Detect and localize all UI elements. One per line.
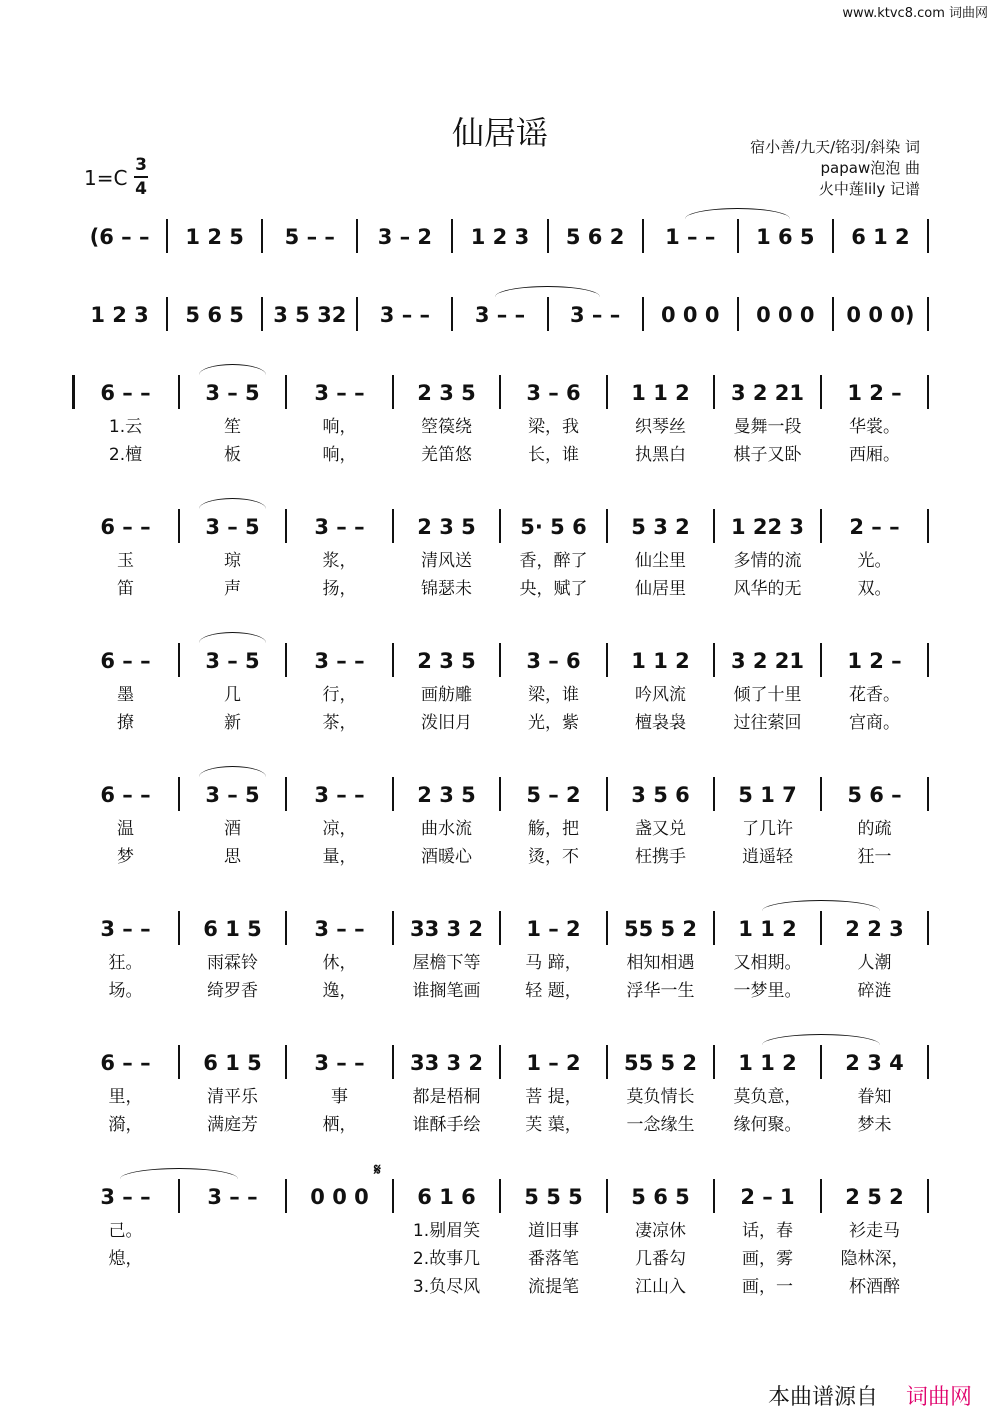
- measure: 2 3 5: [417, 783, 476, 807]
- tie-slur: [762, 1034, 880, 1045]
- lyric-segment: 笙: [224, 417, 241, 437]
- lyric-segment: 光，紫: [528, 713, 579, 733]
- measure: 1 2 5: [185, 225, 244, 249]
- footer-brand-link[interactable]: 词曲网: [906, 1385, 973, 1410]
- measure: 5 – 2: [526, 783, 581, 807]
- time-numerator: 3: [134, 154, 148, 178]
- site-url[interactable]: www.ktvc8.com 词曲网: [842, 6, 988, 21]
- measure: 3 – 5: [205, 515, 260, 539]
- measure: 5 6 2: [565, 225, 625, 249]
- measure: 5 6 5: [185, 303, 244, 327]
- lyric-segment: 温: [117, 819, 134, 839]
- measure: 6 – –: [100, 381, 151, 405]
- tie-slur: [199, 498, 266, 509]
- lyric-segment: 浮华一生: [626, 981, 695, 1001]
- lyric-segment: 檀袅袅: [635, 713, 686, 733]
- music-system: [72, 1182, 928, 1212]
- measure: 33 3 2: [409, 917, 484, 941]
- music-system: [72, 914, 928, 944]
- lyric-segment: 枉携手: [635, 847, 686, 867]
- lyric-segment: 隐林深，: [840, 1249, 909, 1269]
- measure: 1 1 2: [631, 649, 690, 673]
- lyric-segment: 画，一: [742, 1277, 793, 1297]
- lyric-line: [72, 952, 928, 974]
- music-system: [72, 222, 928, 252]
- lyricist-credit: 宿小善/九天/铭羽/斜染 词: [750, 138, 920, 156]
- lyric-segment: 几: [224, 685, 241, 705]
- lyric-segment: 宫商。: [849, 713, 900, 733]
- lyric-segment: 3.负尽风: [412, 1277, 481, 1297]
- measure: 1 – –: [665, 225, 716, 249]
- time-signature: [134, 154, 148, 200]
- music-system: [72, 646, 928, 676]
- lyric-segment: 逍遥轻: [742, 847, 793, 867]
- lyric-segment: 马 蹄，: [525, 953, 582, 973]
- lyric-segment: 花香。: [849, 685, 900, 705]
- measure: 3 – –: [314, 381, 365, 405]
- lyric-line: [72, 846, 928, 868]
- lyric-segment: 绮罗香: [207, 981, 258, 1001]
- lyric-segment: 曲水流: [421, 819, 472, 839]
- measure: 2 – 1: [740, 1185, 795, 1209]
- measure: 3 – –: [314, 1051, 365, 1075]
- measure: 1 6 5: [756, 225, 815, 249]
- lyric-segment: 莫负情长: [626, 1087, 695, 1107]
- lyric-segment: 觞，把: [528, 819, 579, 839]
- lyric-segment: 琼: [224, 551, 241, 571]
- lyric-segment: 几番勾: [635, 1249, 686, 1269]
- lyric-segment: 箜篌绕: [421, 417, 472, 437]
- lyric-segment: 多情的流: [733, 551, 802, 571]
- music-system: [72, 378, 928, 408]
- measure: 0 0 0: [756, 303, 815, 327]
- measure: 2 5 2: [845, 1185, 904, 1209]
- measure: 3 – –: [314, 783, 365, 807]
- lyric-segment: 雨霖铃: [207, 953, 258, 973]
- lyric-segment: 双。: [857, 579, 892, 599]
- lyric-segment: 执黑白: [635, 445, 686, 465]
- measure: 6 – –: [100, 649, 151, 673]
- lyric-line: [72, 444, 928, 466]
- lyric-segment: 缘何聚。: [733, 1115, 802, 1135]
- measure: 1 1 2: [631, 381, 690, 405]
- lyric-segment: 浆，: [322, 551, 357, 571]
- lyric-segment: 香，醉了: [519, 551, 588, 571]
- lyric-line: [72, 980, 928, 1002]
- lyric-segment: 清风送: [421, 551, 472, 571]
- lyric-segment: 轻 题，: [525, 981, 582, 1001]
- measure: 55 5 2: [623, 917, 698, 941]
- measure: 1 – 2: [526, 917, 581, 941]
- lyric-segment: 量，: [322, 847, 357, 867]
- lyric-segment: 了几许: [742, 819, 793, 839]
- lyric-segment: 都是梧桐: [412, 1087, 481, 1107]
- lyric-segment: 1.剔眉笑: [412, 1221, 481, 1241]
- lyric-segment: 羌笛悠: [421, 445, 472, 465]
- lyric-segment: 泼旧月: [421, 713, 472, 733]
- footer-source-text: 本曲谱源自: [768, 1385, 879, 1410]
- lyric-segment: 茶，: [322, 713, 357, 733]
- lyric-segment: 锦瑟未: [421, 579, 472, 599]
- lyric-segment: 2.檀: [108, 445, 143, 465]
- lyric-segment: 漪，: [108, 1115, 143, 1135]
- measure: 5 1 7: [738, 783, 797, 807]
- measure: 1 2 3: [90, 303, 149, 327]
- measure: 1 22 3: [730, 515, 805, 539]
- measure: 3 – 5: [205, 783, 260, 807]
- lyric-segment: 梦未: [857, 1115, 892, 1135]
- measure: 1 2 –: [847, 381, 902, 405]
- measure: 1 – 2: [526, 1051, 581, 1075]
- lyric-segment: 满庭芳: [207, 1115, 258, 1135]
- lyric-segment: 光。: [857, 551, 892, 571]
- measure: 0 0 0: [310, 1185, 369, 1209]
- key-signature: 1=C: [84, 166, 128, 190]
- lyric-line: [72, 1276, 928, 1298]
- barline: [927, 297, 929, 331]
- lyric-segment: 响，: [322, 445, 357, 465]
- lyric-segment: 衫走马: [849, 1221, 900, 1241]
- lyric-segment: 1.云: [108, 417, 143, 437]
- lyric-segment: 谁酥手绘: [412, 1115, 481, 1135]
- segno-sign: 𝄋: [374, 1160, 381, 1179]
- lyric-segment: 风华的无: [733, 579, 802, 599]
- lyric-segment: 画，雾: [742, 1249, 793, 1269]
- lyric-segment: 央，赋了: [519, 579, 588, 599]
- lyric-line: [72, 578, 928, 600]
- lyric-segment: 酒: [224, 819, 241, 839]
- measure: 1 1 2: [738, 917, 797, 941]
- time-denominator: 4: [135, 179, 147, 199]
- barline: [927, 643, 929, 677]
- barline: [927, 375, 929, 409]
- measure: 5· 5 6: [520, 515, 587, 539]
- measure: 2 3 5: [417, 649, 476, 673]
- lyric-segment: 狂一: [857, 847, 892, 867]
- measure: 3 – 5: [205, 649, 260, 673]
- lyric-segment: 狂。: [108, 953, 143, 973]
- composer-credit: papaw泡泡 曲: [820, 159, 920, 177]
- lyric-segment: 眷知: [857, 1087, 892, 1107]
- measure: 3 – 2: [377, 225, 433, 249]
- lyric-line: [72, 416, 928, 438]
- tie-slur: [199, 364, 266, 375]
- measure: 3 – 6: [526, 649, 581, 673]
- lyric-segment: 场。: [108, 981, 143, 1001]
- measure: 6 1 5: [203, 917, 262, 941]
- lyric-segment: 声: [224, 579, 241, 599]
- lyric-segment: 新: [224, 713, 241, 733]
- barline: [927, 777, 929, 811]
- lyric-line: [72, 1220, 928, 1242]
- measure: 2 3 5: [417, 515, 476, 539]
- lyric-segment: 莫负意，: [733, 1087, 802, 1107]
- measure: 3 5 32: [273, 303, 347, 327]
- tie-slur: [495, 286, 600, 297]
- measure: 6 1 5: [203, 1051, 262, 1075]
- measure: 2 – –: [849, 515, 900, 539]
- measure: 5 6 5: [631, 1185, 690, 1209]
- lyric-line: [72, 684, 928, 706]
- measure: 1 2 3: [470, 225, 530, 249]
- barline: [927, 509, 929, 543]
- lyric-segment: 响，: [322, 417, 357, 437]
- lyric-line: [72, 818, 928, 840]
- lyric-segment: 织琴丝: [635, 417, 686, 437]
- barline: [927, 1179, 929, 1213]
- lyric-segment: 西厢。: [849, 445, 900, 465]
- music-system: [72, 512, 928, 542]
- lyric-segment: 一念缘生: [626, 1115, 695, 1135]
- measure: 3 5 6: [631, 783, 690, 807]
- lyric-segment: 倾了十里: [733, 685, 802, 705]
- lyric-segment: 画舫雕: [421, 685, 472, 705]
- lyric-segment: 屋檐下等: [412, 953, 481, 973]
- lyric-segment: 己。: [108, 1221, 143, 1241]
- measure: 5 6 –: [847, 783, 902, 807]
- measure: 5 5 5: [524, 1185, 583, 1209]
- lyric-segment: 人潮: [857, 953, 892, 973]
- lyric-segment: 笛: [117, 579, 134, 599]
- lyric-segment: 逸，: [322, 981, 357, 1001]
- lyric-line: [72, 1114, 928, 1136]
- measure: 3 – –: [314, 515, 365, 539]
- lyric-segment: 相知相遇: [626, 953, 695, 973]
- barline: [927, 911, 929, 945]
- lyric-segment: 撩: [117, 713, 134, 733]
- measure: 2 3 5: [417, 381, 476, 405]
- lyric-segment: 曼舞一段: [733, 417, 802, 437]
- tie-slur: [762, 900, 880, 911]
- lyric-segment: 番落笔: [528, 1249, 579, 1269]
- measure: (6 – –: [89, 225, 150, 249]
- lyric-segment: 板: [224, 445, 241, 465]
- measure: 3 2 21: [730, 649, 805, 673]
- lyric-segment: 棋子又卧: [733, 445, 802, 465]
- lyric-segment: 江山入: [635, 1277, 686, 1297]
- measure: 3 – –: [569, 303, 621, 327]
- lyric-line: [72, 1086, 928, 1108]
- lyric-segment: 盏又兑: [635, 819, 686, 839]
- lyric-segment: 梁，我: [528, 417, 579, 437]
- measure: 3 – –: [379, 303, 430, 327]
- measure: 6 – –: [100, 783, 151, 807]
- tie-slur: [120, 1168, 238, 1179]
- measure: 0 0 0): [846, 303, 915, 327]
- measure: 3 – –: [100, 1185, 151, 1209]
- lyric-line: [72, 712, 928, 734]
- measure: 55 5 2: [623, 1051, 698, 1075]
- measure: 3 – 5: [205, 381, 260, 405]
- lyric-segment: 长，谁: [528, 445, 579, 465]
- lyric-segment: 吟风流: [635, 685, 686, 705]
- measure: 33 3 2: [409, 1051, 484, 1075]
- lyric-segment: 熄，: [108, 1249, 143, 1269]
- tie-slur: [199, 766, 266, 777]
- measure: 6 – –: [100, 515, 151, 539]
- measure: 2 2 3: [845, 917, 904, 941]
- barline: [927, 1045, 929, 1079]
- lyric-segment: 过往萦回: [733, 713, 802, 733]
- lyric-segment: 仙居里: [635, 579, 686, 599]
- measure: 1 2 –: [847, 649, 902, 673]
- lyric-segment: 事: [331, 1087, 348, 1107]
- lyric-segment: 一梦里。: [733, 981, 802, 1001]
- measure: 3 2 21: [730, 381, 805, 405]
- lyric-segment: 墨: [117, 685, 134, 705]
- measure: 3 – –: [474, 303, 526, 327]
- measure: 5 3 2: [631, 515, 690, 539]
- lyric-segment: 梁，谁: [528, 685, 579, 705]
- lyric-segment: 芙 蕖，: [525, 1115, 582, 1135]
- page-title: 仙居谣: [451, 114, 548, 152]
- barline: [927, 219, 929, 253]
- lyric-segment: 道旧事: [528, 1221, 579, 1241]
- music-system: [72, 300, 928, 330]
- measure: 5 – –: [284, 225, 335, 249]
- lyric-segment: 华裳。: [849, 417, 900, 437]
- lyric-segment: 梦: [117, 847, 134, 867]
- lyric-line: [72, 1248, 928, 1270]
- lyric-segment: 谁搁笔画: [412, 981, 481, 1001]
- lyric-segment: 又相期。: [733, 953, 802, 973]
- lyric-segment: 的疏: [857, 819, 892, 839]
- lyric-segment: 2.故事几: [412, 1249, 481, 1269]
- tie-slur: [685, 208, 790, 219]
- lyric-segment: 思: [224, 847, 241, 867]
- lyric-segment: 杯酒醉: [849, 1277, 900, 1297]
- music-system: [72, 1048, 928, 1078]
- lyric-segment: 玉: [117, 551, 134, 571]
- lyric-segment: 清平乐: [207, 1087, 258, 1107]
- lyric-segment: 碎涟: [857, 981, 892, 1001]
- measure: 3 – –: [100, 917, 151, 941]
- lyric-segment: 酒暖心: [421, 847, 472, 867]
- measure: 3 – –: [314, 917, 365, 941]
- transcriber-credit: 火中莲lily 记谱: [818, 180, 920, 198]
- measure: 2 3 4: [845, 1051, 904, 1075]
- measure: 3 – –: [314, 649, 365, 673]
- lyric-segment: 话，春: [742, 1221, 793, 1241]
- lyric-segment: 里，: [108, 1087, 143, 1107]
- measure: 1 1 2: [738, 1051, 797, 1075]
- lyric-segment: 流提笔: [528, 1277, 579, 1297]
- lyric-segment: 烫，不: [528, 847, 579, 867]
- measure: 6 1 6: [417, 1185, 476, 1209]
- lyric-segment: 菩 提，: [525, 1087, 582, 1107]
- tie-slur: [199, 632, 266, 643]
- measure: 3 – 6: [526, 381, 581, 405]
- lyric-segment: 凉，: [322, 819, 357, 839]
- lyric-segment: 仙尘里: [635, 551, 686, 571]
- measure: 0 0 0: [660, 303, 720, 327]
- measure: 6 – –: [100, 1051, 151, 1075]
- measure: 3 – –: [207, 1185, 258, 1209]
- lyric-line: [72, 550, 928, 572]
- lyric-segment: 扬，: [322, 579, 357, 599]
- music-system: [72, 780, 928, 810]
- lyric-segment: 栖，: [322, 1115, 357, 1135]
- lyric-segment: 休，: [322, 953, 357, 973]
- lyric-segment: 凄凉休: [635, 1221, 686, 1241]
- measure: 6 1 2: [851, 225, 910, 249]
- lyric-segment: 行，: [322, 685, 357, 705]
